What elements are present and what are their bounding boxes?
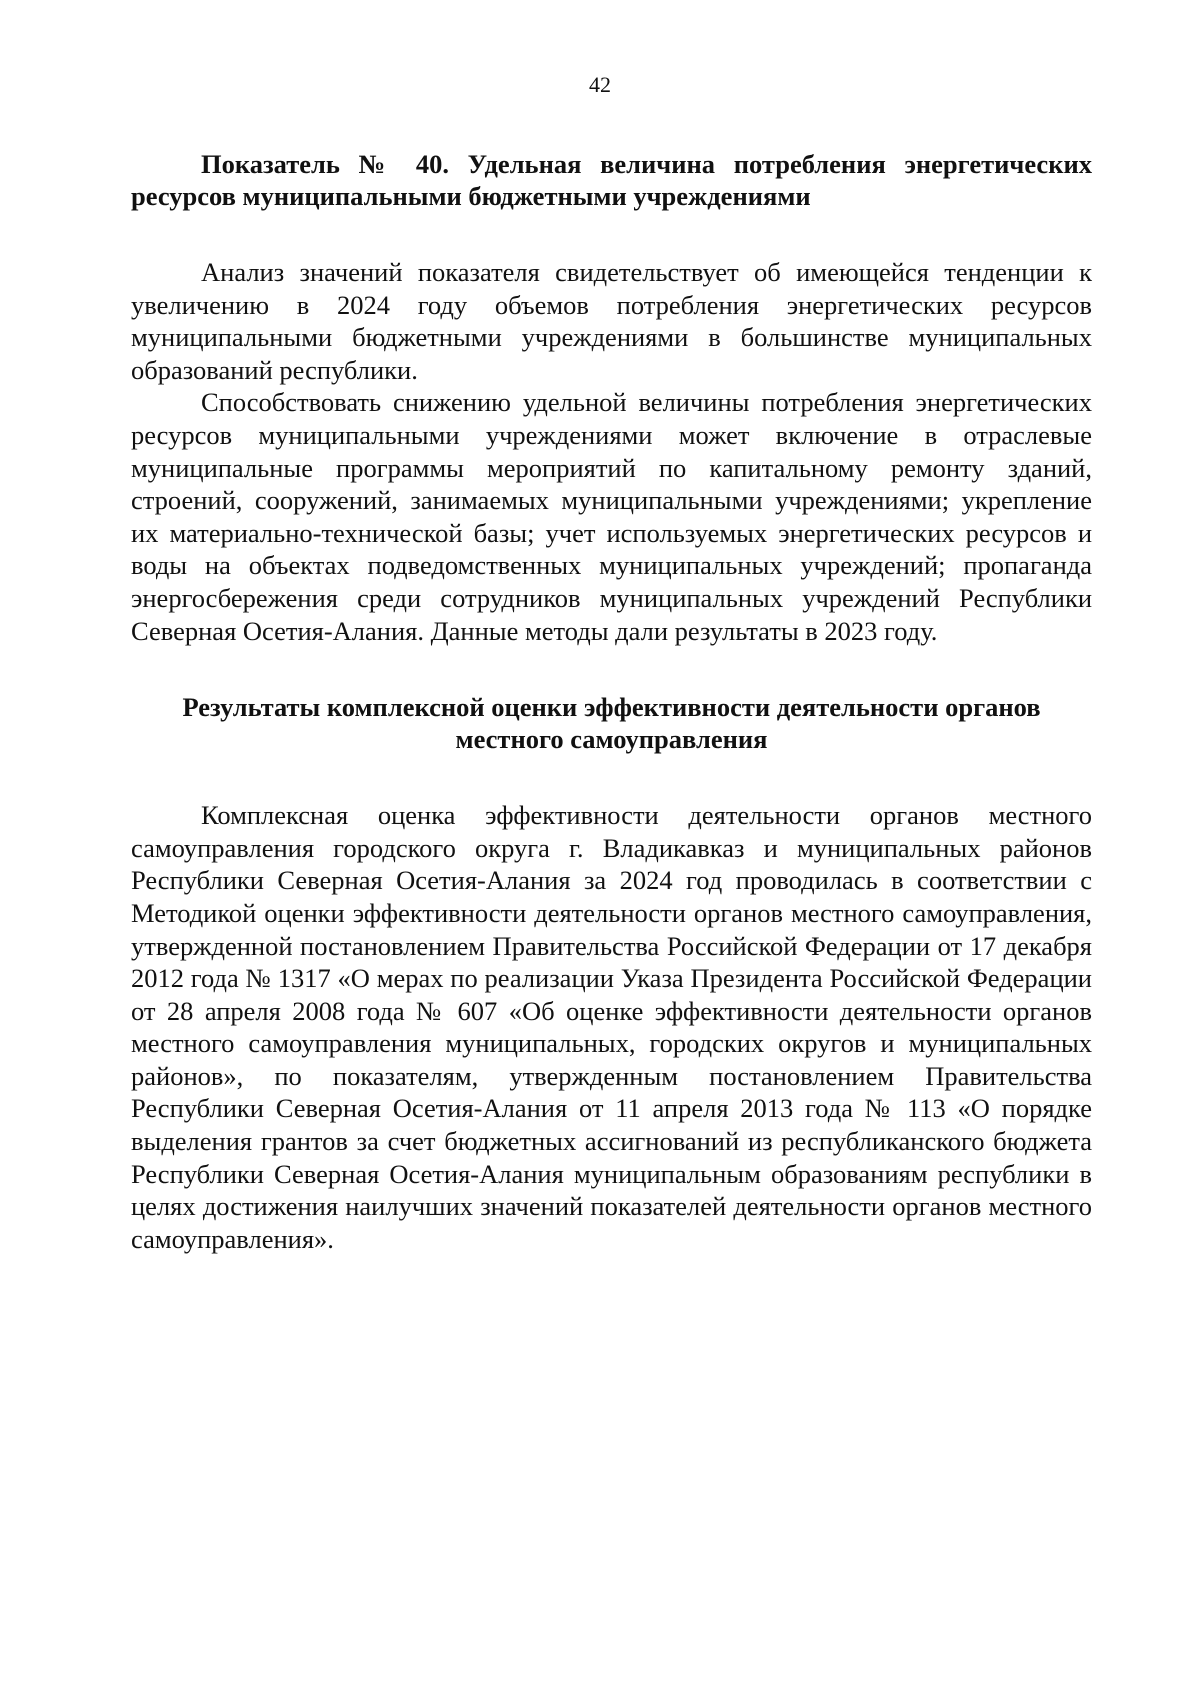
- section-heading-results: Результаты комплексной оценки эффективности деятельности органов местного самоуправления: [182, 692, 1041, 755]
- paragraph-measures: Способствовать снижению удельной величины потребления энергетических ресурсов муниципальными учреждениями может включение в отраслевые муниципальные программы мероприятий по капитальному ремонту зданий, строений, сооружений, занимаемых муниципальными учреждениями; укрепление их материально-технической базы; учет используемых энергетических ресурсов и воды на объектах подведомственных муниципальных учреждений; пропаганда энергосбережения среди сотрудников муниципальных учреждений Республики Северная Осетия-Алания. Данные методы дали результаты в 2023 году.: [131, 387, 1092, 646]
- page-content: [131, 148, 1092, 1255]
- section-heading-indicator-40: Показатель № 40. Удельная величина потребления энергетических ресурсов муниципальными бюджетными учреждениями: [131, 149, 1092, 211]
- paragraph-analysis: Анализ значений показателя свидетельствует об имеющейся тенденции к увеличению в 2024 году объемов потребления энергетических ресурсов муниципальными бюджетными учреждениями в большинстве муниципальных образований республики.: [131, 257, 1092, 385]
- page-number: 42: [589, 72, 611, 97]
- paragraph-assessment: Комплексная оценка эффективности деятельности органов местного самоуправления городского округа г. Владикавказ и муниципальных районов Республики Северная Осетия-Алания за 2024 год проводилась в соответствии с Методикой оценки эффективности деятельности органов местного самоуправления, утвержденной постановлением Правительства Российской Федерации от 17 декабря 2012 года № 1317 «О мерах по реализации Указа Президента Российской Федерации от 28 апреля 2008 года № 607 «Об оценке эффективности деятельности органов местного самоуправления муниципальных, городских округов и муниципальных районов», по показателям, утвержденным постановлением Правительства Республики Северная Осетия-Алания от 11 апреля 2013 года № 113 «О порядке выделения грантов за счет бюджетных ассигнований из республиканского бюджета Республики Северная Осетия-Алания муниципальным образованиям республики в целях достижения наилучших значений показателей деятельности органов местного самоуправления».: [131, 800, 1092, 1254]
